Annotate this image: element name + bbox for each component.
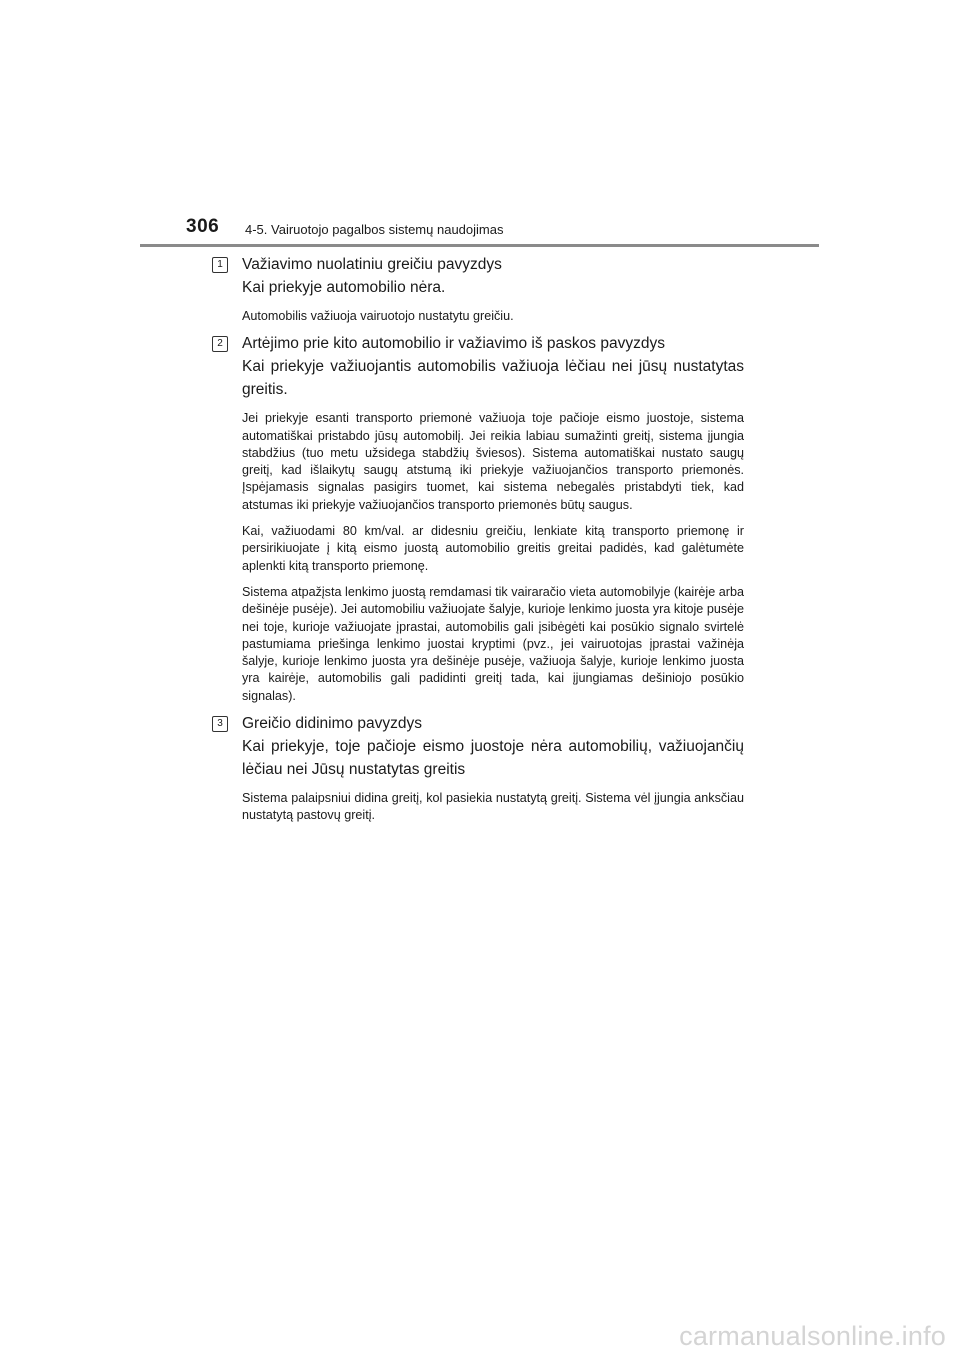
example-item-2 (212, 333, 744, 705)
item-number-badge: 1 (212, 257, 228, 273)
body-paragraph: Sistema palaipsniui didina greitį, kol pasiekia nustatytą greitį. Sistema vėl įjungia anksčiau nustatytą pastovų greitį. (242, 791, 744, 823)
body-paragraph: Jei priekyje esanti transporto priemonė važiuoja toje pačioje eismo juostoje, sistema automatiškai pristabdo jūsų automobilį. Jei reikia labiau sumažinti greitį, sistema įjungia stabdžius (tuo metu užsidega stabdžių šviesos). Sistema automatiškai nustato saugų greitį, kad išlaikytų saugų atstumą iki priekyje važiuojančios transporto priemonės. Įspėjamasis signalas pasigirs tuomet, kai sistema nebegalės pristabdyti tiek, kad atstumas iki priekyje važiuojančios transporto priemonės būtų saugus. (242, 411, 744, 512)
item-subheading: Kai priekyje, toje pačioje eismo juostoje nėra automobilių, važiuojančių lėčiau nei Jūsų nustatytas greitis (242, 738, 744, 779)
item-number-badge: 2 (212, 336, 228, 352)
example-item-3 (212, 713, 744, 825)
body-paragraph: Sistema atpažįsta lenkimo juostą remdamasi tik vairaračio vieta automobilyje (kairėje arba dešinėje pusėje). Jei automobiliu važiuojate šalyje, kurioje lenkimo juosta yra kitoje pusėje nei toje, kurioje važiuojate įprastai, automobilis gali įsibėgėti kai posūkio signalo svirtelė pastumiama priešinga lenkimo juostai kryptimi (pvz., jei vairuotojas įprastai važinėja šalyje, kurioje lenkimo juosta yra dešinėje pusėje, važiuoja šalyje, kurioje lenkimo juosta yra kairėje, automobilis gali padidinti greitį tada, kai įjungiamas dešiniojo posūkio signalas). (242, 584, 744, 703)
item-subheading: Kai priekyje važiuojantis automobilis važiuoja lėčiau nei jūsų nustatytas greitis. (242, 358, 744, 399)
item-heading: Greičio didinimo pavyzdys (242, 715, 423, 733)
body-paragraph: Kai, važiuodami 80 km/val. ar didesniu greičiu, lenkiate kitą transporto priemonę ir persirikiuojate į kitą eismo juostą automobilio greitis greitai padidės, kad galėtumėte aplenkti kitą transporto priemonę. (242, 524, 744, 573)
section-title: 4-5. Vairuotojo pagalbos sistemų naudojimas (245, 222, 504, 237)
example-item-1 (212, 254, 744, 325)
header-divider (140, 244, 819, 247)
item-heading: Artėjimo prie kito automobilio ir važiavimo iš paskos pavyzdys (242, 335, 665, 353)
page-content (212, 254, 744, 825)
page-number: 306 (186, 216, 220, 237)
item-number-badge: 3 (212, 716, 228, 732)
body-paragraph: Automobilis važiuoja vairuotojo nustatytu greičiu. (242, 309, 514, 323)
item-subheading: Kai priekyje automobilio nėra. (242, 279, 446, 296)
site-watermark: carmanualsonline.info (679, 1321, 946, 1351)
item-heading: Važiavimo nuolatiniu greičiu pavyzdys (242, 256, 502, 273)
